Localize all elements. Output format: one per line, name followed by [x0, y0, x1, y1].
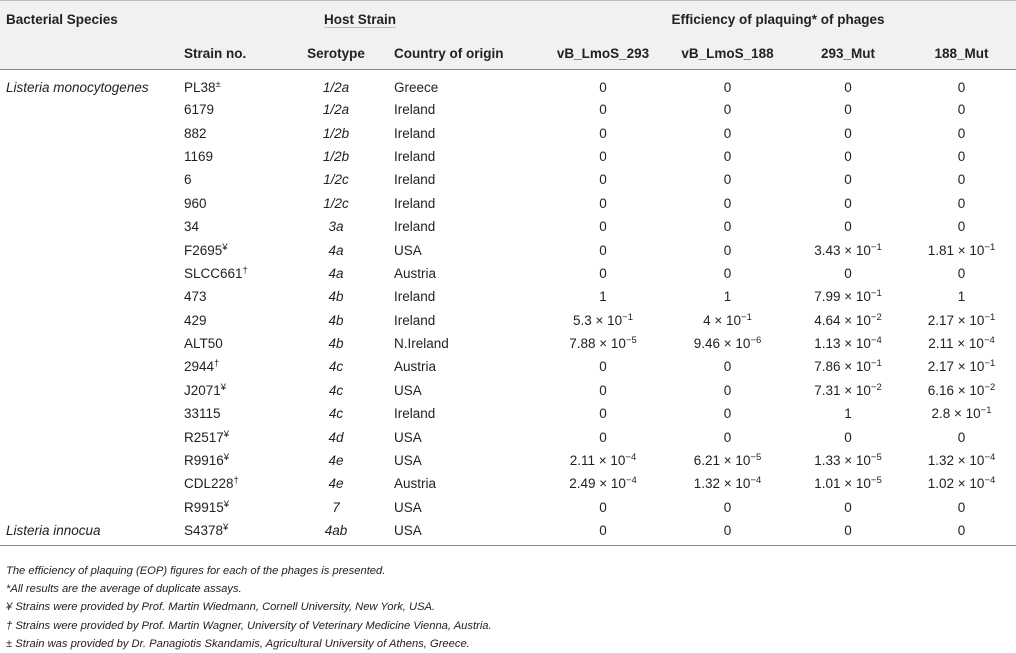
- strain-cell: [180, 402, 282, 425]
- strain-number: J2071: [184, 382, 221, 398]
- eop-exponent: −4: [983, 335, 995, 347]
- table-row: [0, 472, 1016, 495]
- serotype-cell: 4c: [328, 382, 344, 398]
- strain-source-mark: †: [214, 358, 220, 370]
- country-cell: Austria: [394, 265, 437, 281]
- host-strain-label: Host Strain: [323, 11, 396, 27]
- strain-number: 429: [184, 312, 207, 328]
- eop-mut188-cell: [907, 472, 1016, 495]
- footnote-skandamis: ± Strain was provided by Dr. Panagiotis Skandamis, Agricultural University of Athens, Greece.: [6, 637, 470, 650]
- strain-cell: [180, 192, 282, 215]
- eop-vb293-cell: [540, 449, 666, 472]
- species-cell: Listeria monocytogenes: [6, 79, 149, 95]
- mut-188-header: 188_Mut: [907, 39, 1016, 70]
- species-cell: [0, 98, 180, 121]
- country-cell: Ireland: [394, 219, 436, 235]
- strain-source-mark: ±: [215, 78, 221, 90]
- eop-exponent: −1: [984, 241, 996, 253]
- eop-mut293-cell: 1: [844, 406, 852, 422]
- eop-mut293-cell: 0: [844, 79, 852, 95]
- eop-vb188-cell: 0: [723, 429, 732, 445]
- eop-mantissa: 1.02 × 10: [927, 476, 985, 492]
- eop-vb293-cell: 1: [599, 289, 607, 305]
- mut-293-header: 293_Mut: [789, 39, 907, 70]
- eop-vb188-cell: 0: [723, 359, 732, 375]
- strain-number: 6: [184, 172, 192, 188]
- table-row: [0, 285, 1016, 308]
- species-cell: [0, 215, 180, 238]
- eop-mut188-cell: 0: [957, 125, 966, 141]
- strain-cell: [180, 379, 282, 402]
- footnote-wiedmann: ¥ Strains were provided by Prof. Martin Wiedmann, Cornell University, New York, USA.: [6, 601, 436, 614]
- eop-mut293-cell: 0: [844, 499, 852, 515]
- strain-cell: [180, 309, 282, 332]
- eop-mut293-cell: 0: [844, 125, 852, 141]
- strain-number: 34: [184, 219, 200, 235]
- strain-cell: [180, 98, 282, 121]
- phage-188-header: vB_LmoS_188: [666, 39, 789, 70]
- table-row: [0, 121, 1016, 144]
- eop-vb293-cell: [540, 332, 666, 355]
- eop-vb188-cell: [666, 472, 789, 495]
- eop-vb293-cell: 0: [599, 148, 607, 164]
- eop-mut293-cell: [789, 449, 907, 472]
- eop-mut293-cell: 0: [844, 429, 852, 445]
- strain-source-mark: †: [242, 264, 248, 276]
- serotype-cell: 4ab: [282, 519, 390, 546]
- serotype-header: Serotype: [282, 39, 390, 70]
- country-cell: Greece: [394, 79, 439, 95]
- country-cell: Ireland: [394, 148, 436, 164]
- eop-vb293-cell: [540, 472, 666, 495]
- eop-mut188-cell: 0: [957, 172, 966, 188]
- table-row: [0, 215, 1016, 238]
- eop-mut188-cell: 0: [907, 519, 1016, 546]
- species-spacer-header: [0, 39, 180, 70]
- eop-mut188-cell: [907, 379, 1016, 402]
- country-cell: N.Ireland: [394, 336, 449, 352]
- country-cell: USA: [394, 429, 422, 445]
- eop-vb293-cell: 0: [599, 265, 607, 281]
- species-cell: [0, 309, 180, 332]
- eop-mut188-cell: 0: [957, 499, 966, 515]
- eop-mantissa: 1.32 × 10: [927, 453, 985, 469]
- strain-number: 33115: [184, 406, 221, 422]
- species-cell: [0, 355, 180, 378]
- table-row: [0, 402, 1016, 425]
- eop-vb188-cell: 0: [666, 519, 789, 546]
- eop-exponent: −4: [625, 475, 637, 487]
- strain-source-mark: ¥: [223, 428, 230, 440]
- strain-cell: [180, 425, 282, 448]
- eop-vb293-cell: 0: [599, 429, 607, 445]
- strain-number: R2517: [184, 429, 224, 445]
- eop-mantissa: 2.11 × 10: [569, 453, 626, 469]
- eop-mantissa: 2.8 × 10: [931, 406, 981, 422]
- eop-mut188-cell: 1: [957, 289, 966, 305]
- eop-exponent: −4: [625, 452, 637, 464]
- eop-mantissa: 7.31 × 10: [814, 382, 871, 398]
- eop-vb293-cell: 0: [599, 172, 607, 188]
- strain-cell: [180, 145, 282, 168]
- eop-mut188-cell: [907, 355, 1016, 378]
- eop-vb188-cell: 0: [723, 265, 732, 281]
- strain-number: CDL228: [184, 476, 234, 492]
- country-cell: Ireland: [394, 102, 436, 118]
- serotype-cell: 1/2c: [323, 195, 349, 211]
- strain-source-mark: ¥: [222, 241, 228, 253]
- eop-exponent: −4: [984, 452, 996, 464]
- serotype-cell: 4d: [328, 429, 344, 445]
- serotype-cell: 3a: [328, 219, 344, 235]
- country-cell: Ireland: [394, 312, 436, 328]
- strain-number: 1169: [184, 148, 214, 164]
- eop-mantissa: 1.01 × 10: [814, 476, 871, 492]
- serotype-cell: 1/2b: [322, 148, 350, 164]
- serotype-cell: 7: [332, 499, 340, 515]
- eop-mantissa: 3.43 × 10: [814, 242, 871, 258]
- eop-mantissa: 1.32 × 10: [693, 476, 751, 492]
- species-column-header: Bacterial Species: [0, 1, 180, 39]
- serotype-cell: 4e: [328, 476, 344, 492]
- eop-mantissa: 2.17 × 10: [927, 312, 985, 328]
- country-cell: USA: [394, 242, 422, 258]
- country-cell: Ireland: [394, 406, 436, 422]
- strain-no-header: Strain no.: [180, 39, 282, 70]
- eop-mut188-cell: [907, 309, 1016, 332]
- eop-mut188-cell: [907, 238, 1016, 261]
- country-cell: Ireland: [394, 195, 436, 211]
- eop-mut293-cell: 0: [844, 148, 852, 164]
- serotype-cell: 4a: [328, 242, 344, 258]
- eop-mut293-cell: [789, 309, 907, 332]
- table-footnotes: [6, 562, 1006, 653]
- eop-mut188-cell: [907, 449, 1016, 472]
- eop-vb188-cell: 1: [723, 289, 732, 305]
- eop-exponent: −6: [750, 335, 762, 347]
- table-row: [0, 496, 1016, 519]
- eop-vb188-cell: [666, 332, 789, 355]
- strain-cell: [180, 496, 282, 519]
- eop-exponent: −1: [741, 311, 752, 323]
- eop-vb188-cell: 0: [723, 195, 732, 211]
- strain-cell: [180, 449, 282, 472]
- eop-vb293-cell: 0: [599, 125, 607, 141]
- eop-mantissa: 6.21 × 10: [693, 453, 751, 469]
- eop-vb293-cell: 0: [599, 242, 607, 258]
- eop-mut293-cell: 0: [789, 519, 907, 546]
- serotype-cell: 4e: [328, 453, 344, 469]
- eop-mut293-cell: 0: [844, 172, 852, 188]
- table-row: [0, 309, 1016, 332]
- strain-number: F2695: [184, 242, 223, 258]
- species-cell: [0, 238, 180, 261]
- species-cell: [0, 168, 180, 191]
- header-row-sub: [0, 39, 1016, 70]
- table-row: [0, 70, 1016, 99]
- eop-mut188-cell: 0: [957, 148, 966, 164]
- eop-mut293-cell: [789, 472, 907, 495]
- eop-vb188-cell: 0: [723, 125, 732, 141]
- strain-cell: [180, 285, 282, 308]
- species-cell: [0, 192, 180, 215]
- species-cell: [0, 449, 180, 472]
- serotype-cell: 1/2a: [322, 79, 350, 95]
- strain-cell: [180, 238, 282, 261]
- strain-source-mark: ¥: [223, 498, 230, 510]
- eop-exponent: −1: [870, 358, 882, 370]
- country-cell: Austria: [394, 476, 437, 492]
- strain-number: R9915: [184, 499, 224, 515]
- eop-vb188-cell: 0: [723, 172, 732, 188]
- species-cell: [0, 425, 180, 448]
- eop-mut188-cell: 0: [957, 265, 966, 281]
- eop-mut293-cell: [789, 379, 907, 402]
- eop-vb188-cell: 0: [723, 382, 732, 398]
- eop-group-label: Efficiency of plaquing* of phages: [671, 12, 885, 28]
- eop-exponent: −1: [984, 358, 996, 370]
- strain-cell: [180, 519, 282, 546]
- eop-vb188-cell: [666, 309, 789, 332]
- table-row: [0, 425, 1016, 448]
- eop-mantissa: 5.3 × 10: [572, 312, 623, 328]
- table-row: [0, 379, 1016, 402]
- strain-source-mark: ¥: [223, 452, 230, 464]
- eop-vb188-cell: [666, 449, 789, 472]
- country-cell: Austria: [394, 359, 437, 375]
- eop-mut293-cell: [789, 332, 907, 355]
- eop-mantissa: 7.86 × 10: [814, 359, 871, 375]
- eop-mantissa: 2.11 × 10: [928, 336, 984, 352]
- eop-exponent: −2: [870, 381, 882, 393]
- eop-vb293-cell: 0: [540, 519, 666, 546]
- eop-mut188-cell: 0: [957, 102, 966, 118]
- species-cell: [0, 472, 180, 495]
- eop-vb188-cell: 0: [723, 406, 732, 422]
- serotype-cell: 4a: [328, 265, 344, 281]
- eop-mut293-cell: [789, 238, 907, 261]
- eop-mantissa: 7.88 × 10: [569, 336, 626, 352]
- eop-vb293-cell: 0: [599, 195, 607, 211]
- strain-number: 882: [184, 125, 207, 141]
- strain-number: S4378: [184, 523, 224, 539]
- eop-exponent: −1: [980, 405, 992, 417]
- serotype-cell: 4b: [328, 336, 344, 352]
- species-cell: Listeria innocua: [0, 519, 180, 546]
- eop-mantissa: 4 × 10: [703, 312, 742, 328]
- serotype-cell: 4c: [328, 359, 344, 375]
- species-cell: [0, 402, 180, 425]
- eop-exponent: −1: [870, 241, 882, 253]
- eop-vb188-cell: 0: [723, 499, 732, 515]
- strain-number: SLCC661: [184, 265, 243, 281]
- strain-number: R9916: [184, 453, 224, 469]
- eop-vb293-cell: 0: [599, 79, 607, 95]
- species-cell: [0, 285, 180, 308]
- eop-mantissa: 1.33 × 10: [814, 453, 871, 469]
- eop-mut293-cell: 0: [844, 195, 852, 211]
- country-cell: Ireland: [394, 125, 436, 141]
- table-row: [0, 449, 1016, 472]
- eop-vb188-cell: 0: [723, 148, 732, 164]
- eop-exponent: −5: [750, 452, 762, 464]
- strain-source-mark: ¥: [220, 381, 227, 393]
- strain-cell: [180, 355, 282, 378]
- species-cell: [0, 262, 180, 285]
- eop-vb188-cell: 0: [723, 79, 732, 95]
- eop-vb293-cell: [540, 309, 666, 332]
- strain-number: ALT50: [184, 336, 223, 352]
- eop-vb293-cell: 0: [599, 382, 607, 398]
- eop-mantissa: 4.64 × 10: [814, 312, 871, 328]
- eop-vb188-cell: 0: [723, 242, 732, 258]
- eop-exponent: −2: [870, 311, 882, 323]
- eop-mut188-cell: 0: [957, 79, 966, 95]
- eop-exponent: −4: [750, 475, 762, 487]
- eop-vb188-cell: 0: [723, 102, 732, 118]
- eop-mut188-cell: 0: [957, 195, 966, 211]
- country-header: Country of origin: [390, 39, 540, 70]
- eop-exponent: −2: [984, 381, 996, 393]
- strain-source-mark: ¥: [223, 522, 229, 534]
- eop-vb293-cell: 0: [599, 499, 607, 515]
- host-strain-header: [180, 1, 540, 39]
- eop-table-body: [0, 70, 1016, 546]
- eop-vb293-cell: 0: [599, 219, 607, 235]
- strain-source-mark: †: [233, 475, 239, 487]
- table-row: [0, 168, 1016, 191]
- table-row: [0, 332, 1016, 355]
- strain-cell: [180, 332, 282, 355]
- strain-number: 473: [184, 289, 207, 305]
- species-cell: [0, 332, 180, 355]
- eop-mantissa: 9.46 × 10: [693, 336, 751, 352]
- footnote-average: *All results are the average of duplicate assays.: [6, 583, 242, 596]
- footnote-eop: The efficiency of plaquing (EOP) figures for each of the phages is presented.: [6, 565, 386, 577]
- eop-mantissa: 6.16 × 10: [927, 382, 985, 398]
- serotype-cell: 4b: [328, 289, 344, 305]
- eop-mut188-cell: [907, 332, 1016, 355]
- strain-cell: [180, 70, 282, 99]
- strain-cell: [180, 168, 282, 191]
- table-row: [0, 262, 1016, 285]
- eop-exponent: −1: [870, 288, 882, 300]
- footnote-wagner: † Strains were provided by Prof. Martin Wagner, University of Veterinary Medicine Vienna, Austria.: [6, 619, 492, 632]
- eop-exponent: −5: [870, 475, 882, 487]
- table-row: [0, 98, 1016, 121]
- country-cell: USA: [394, 453, 422, 469]
- eop-vb293-cell: 0: [599, 359, 607, 375]
- eop-exponent: −5: [870, 452, 882, 464]
- eop-exponent: −1: [622, 311, 633, 323]
- eop-mut188-cell: 0: [957, 219, 966, 235]
- eop-mut188-cell: [907, 402, 1016, 425]
- eop-mantissa: 1.81 × 10: [927, 242, 985, 258]
- serotype-cell: 4c: [328, 406, 344, 422]
- table-row: [0, 192, 1016, 215]
- strain-number: 960: [184, 195, 207, 211]
- strain-cell: [180, 472, 282, 495]
- serotype-cell: 1/2a: [322, 102, 350, 118]
- serotype-cell: 1/2b: [322, 125, 350, 141]
- strain-number: 2944: [184, 359, 215, 375]
- eop-mut293-cell: [789, 355, 907, 378]
- species-cell: [0, 145, 180, 168]
- country-cell: Ireland: [394, 172, 436, 188]
- eop-exponent: −4: [870, 335, 882, 347]
- table-row: [0, 145, 1016, 168]
- eop-exponent: −5: [625, 335, 637, 347]
- eop-mantissa: 7.99 × 10: [814, 289, 871, 305]
- eop-mut293-cell: [789, 285, 907, 308]
- eop-mut293-cell: 0: [844, 219, 852, 235]
- country-cell: USA: [394, 382, 422, 398]
- country-cell: Ireland: [394, 289, 436, 305]
- strain-cell: [180, 262, 282, 285]
- eop-group-header: [540, 1, 1016, 39]
- header-row-top: [0, 1, 1016, 39]
- species-cell: [0, 496, 180, 519]
- strain-number: 6179: [184, 102, 215, 118]
- country-cell: USA: [394, 499, 422, 515]
- eop-mantissa: 2.17 × 10: [927, 359, 985, 375]
- serotype-cell: 4b: [328, 312, 344, 328]
- table-row: [0, 355, 1016, 378]
- species-cell: [0, 379, 180, 402]
- strain-cell: [180, 215, 282, 238]
- eop-exponent: −1: [984, 311, 996, 323]
- eop-vb293-cell: 0: [599, 102, 607, 118]
- serotype-cell: 1/2c: [323, 172, 349, 188]
- eop-mut293-cell: 0: [844, 265, 852, 281]
- eop-mut293-cell: 0: [844, 102, 852, 118]
- table-row: [0, 238, 1016, 261]
- species-cell: [0, 121, 180, 144]
- eop-mantissa: 2.49 × 10: [569, 476, 626, 492]
- table-row: [0, 519, 1016, 546]
- eop-exponent: −4: [984, 475, 996, 487]
- strain-number: PL38: [184, 79, 216, 95]
- phage-293-header: vB_LmoS_293: [540, 39, 666, 70]
- eop-vb293-cell: 0: [599, 406, 607, 422]
- strain-cell: [180, 121, 282, 144]
- country-cell: USA: [390, 519, 540, 546]
- eop-vb188-cell: 0: [723, 219, 732, 235]
- eop-mantissa: 1.13 × 10: [814, 336, 871, 352]
- eop-mut188-cell: 0: [957, 429, 966, 445]
